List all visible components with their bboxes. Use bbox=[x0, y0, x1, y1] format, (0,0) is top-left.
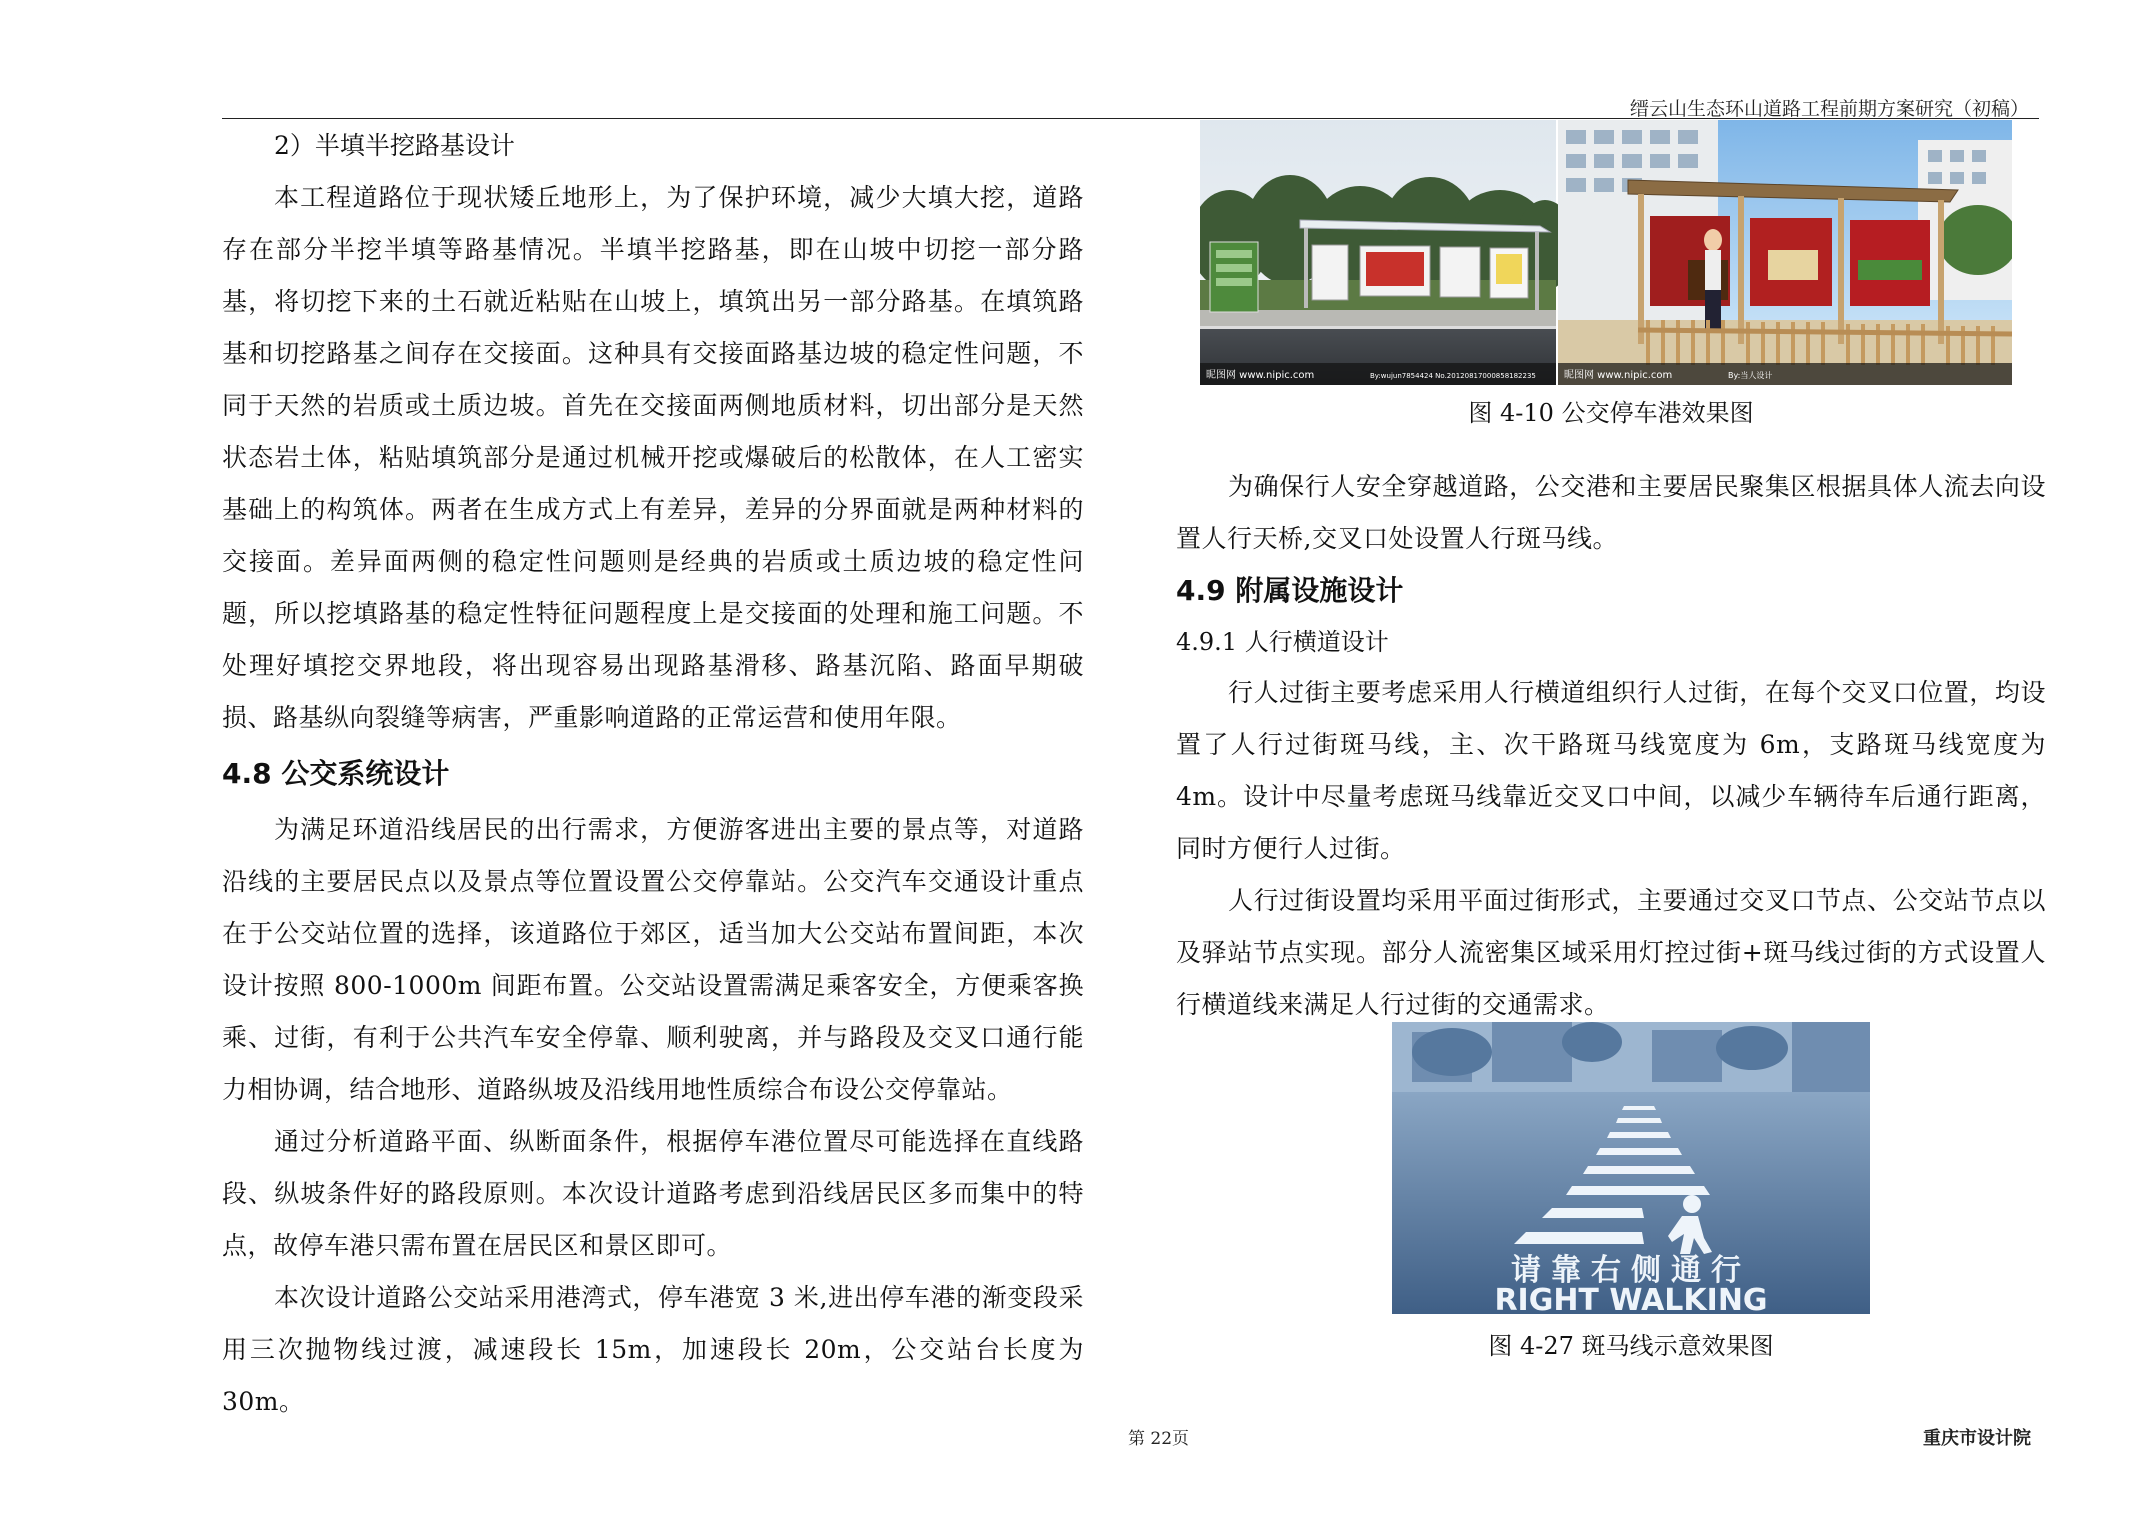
figure-caption: 图 4-27 斑马线示意效果图 bbox=[1488, 1332, 1774, 1360]
road-marking-en: RIGHT WALKING bbox=[1494, 1283, 1768, 1314]
subsection-heading: 2）半填半挖路基设计 bbox=[274, 131, 515, 160]
figure-caption: 图 4-10 公交停车港效果图 bbox=[1468, 399, 1754, 427]
bus-stop-image bbox=[1200, 120, 2012, 385]
section-heading: 4.9 附属设施设计 bbox=[1176, 574, 1404, 607]
zebra-crossing-image bbox=[1392, 1022, 1870, 1314]
watermark: 昵图网 www.nipic.com bbox=[1206, 370, 1315, 381]
watermark: By:当人设计 bbox=[1728, 371, 1773, 380]
paragraph: 人行过街设置均采用平面过街形式，主要通过交叉口节点、公交站节点以及驿站节点实现。部分人流密集区域采用灯控过街+斑马线过街的方式设置人行横道线来满足人行过街的交通需求。 bbox=[1176, 886, 2046, 1019]
footer-organization: 重庆市设计院 bbox=[1923, 1428, 2031, 1449]
watermark: By:wujun7854424 No.20120817000858182235 bbox=[1370, 372, 1536, 380]
paragraph: 行人过街主要考虑采用人行横道组织行人过街，在每个交叉口位置，均设置了人行过街斑马线，主、次干路斑马线宽度为 6m，支路斑马线宽度为 4m。设计中尽量考虑斑马线靠近交叉口中间，以减少车辆待车后通行距离，同时方便行人过街。 bbox=[1176, 678, 2046, 863]
section-heading: 4.8 公交系统设计 bbox=[222, 757, 450, 790]
left-column bbox=[222, 120, 1084, 1428]
watermark: 昵图网 www.nipic.com bbox=[1564, 370, 1673, 381]
right-column bbox=[1176, 393, 2046, 1031]
page-number: 第 22页 bbox=[1128, 1429, 1190, 1449]
subsection-heading: 4.9.1 人行横道设计 bbox=[1176, 628, 1389, 656]
paragraph: 本工程道路位于现状矮丘地形上，为了保护环境，减少大填大挖，道路存在部分半挖半填等路基情况。半填半挖路基，即在山坡中切挖一部分路基，将切挖下来的土石就近粘贴在山坡上，填筑出另一部分路基。在填筑路基和切挖路基之间存在交接面。这种具有交接面路基边坡的稳定性问题，不同于天然的岩质或土质边坡。首先在交接面两侧地质材料，切出部分是天然状态岩土体，粘贴填筑部分是通过机械开挖或爆破后的松散体，在人工密实基础上的构筑体。两者在生成方式上有差异，差异的分界面就是两种材料的交接面。差异面两侧的稳定性问题则是经典的岩质或土质边坡的稳定性问题，所以挖填路基的稳定性特征问题程度上是交接面的处理和施工问题。不处理好填挖交界地段，将出现容易出现路基滑移、路基沉陷、路面早期破损、路基纵向裂缝等病害，严重影响道路的正常运营和使用年限。 bbox=[222, 183, 1084, 732]
road-marking-cn: 请靠右侧通行 bbox=[1511, 1253, 1751, 1288]
header-rule bbox=[222, 118, 2039, 119]
paragraph: 本次设计道路公交站采用港湾式，停车港宽 3 米,进出停车港的渐变段采用三次抛物线过渡，减速段长 15m，加速段长 20m，公交站台长度为 30m。 bbox=[222, 1283, 1084, 1416]
header-title: 缙云山生态环山道路工程前期方案研究（初稿） bbox=[1629, 98, 2029, 120]
paragraph: 为满足环道沿线居民的出行需求，方便游客进出主要的景点等，对道路沿线的主要居民点以及景点等位置设置公交停靠站。公交汽车交通设计重点在于公交站位置的选择，该道路位于郊区，适当加大公交站布置间距，本次设计按照 800-1000m 间距布置。公交站设置需满足乘客安全，方便乘客换乘、过街，有利于公共汽车安全停靠、顺利驶离，并与路段及交叉口通行能力相协调，结合地形、道路纵坡及沿线用地性质综合布设公交停靠站。 bbox=[222, 815, 1084, 1104]
paragraph: 通过分析道路平面、纵断面条件，根据停车港位置尽可能选择在直线路段、纵坡条件好的路段原则。本次设计道路考虑到沿线居民区多而集中的特点，故停车港只需布置在居民区和景区即可。 bbox=[222, 1127, 1084, 1260]
paragraph: 为确保行人安全穿越道路，公交港和主要居民聚集区根据具体人流去向设置人行天桥,交叉口处设置人行斑马线。 bbox=[1176, 472, 2046, 553]
